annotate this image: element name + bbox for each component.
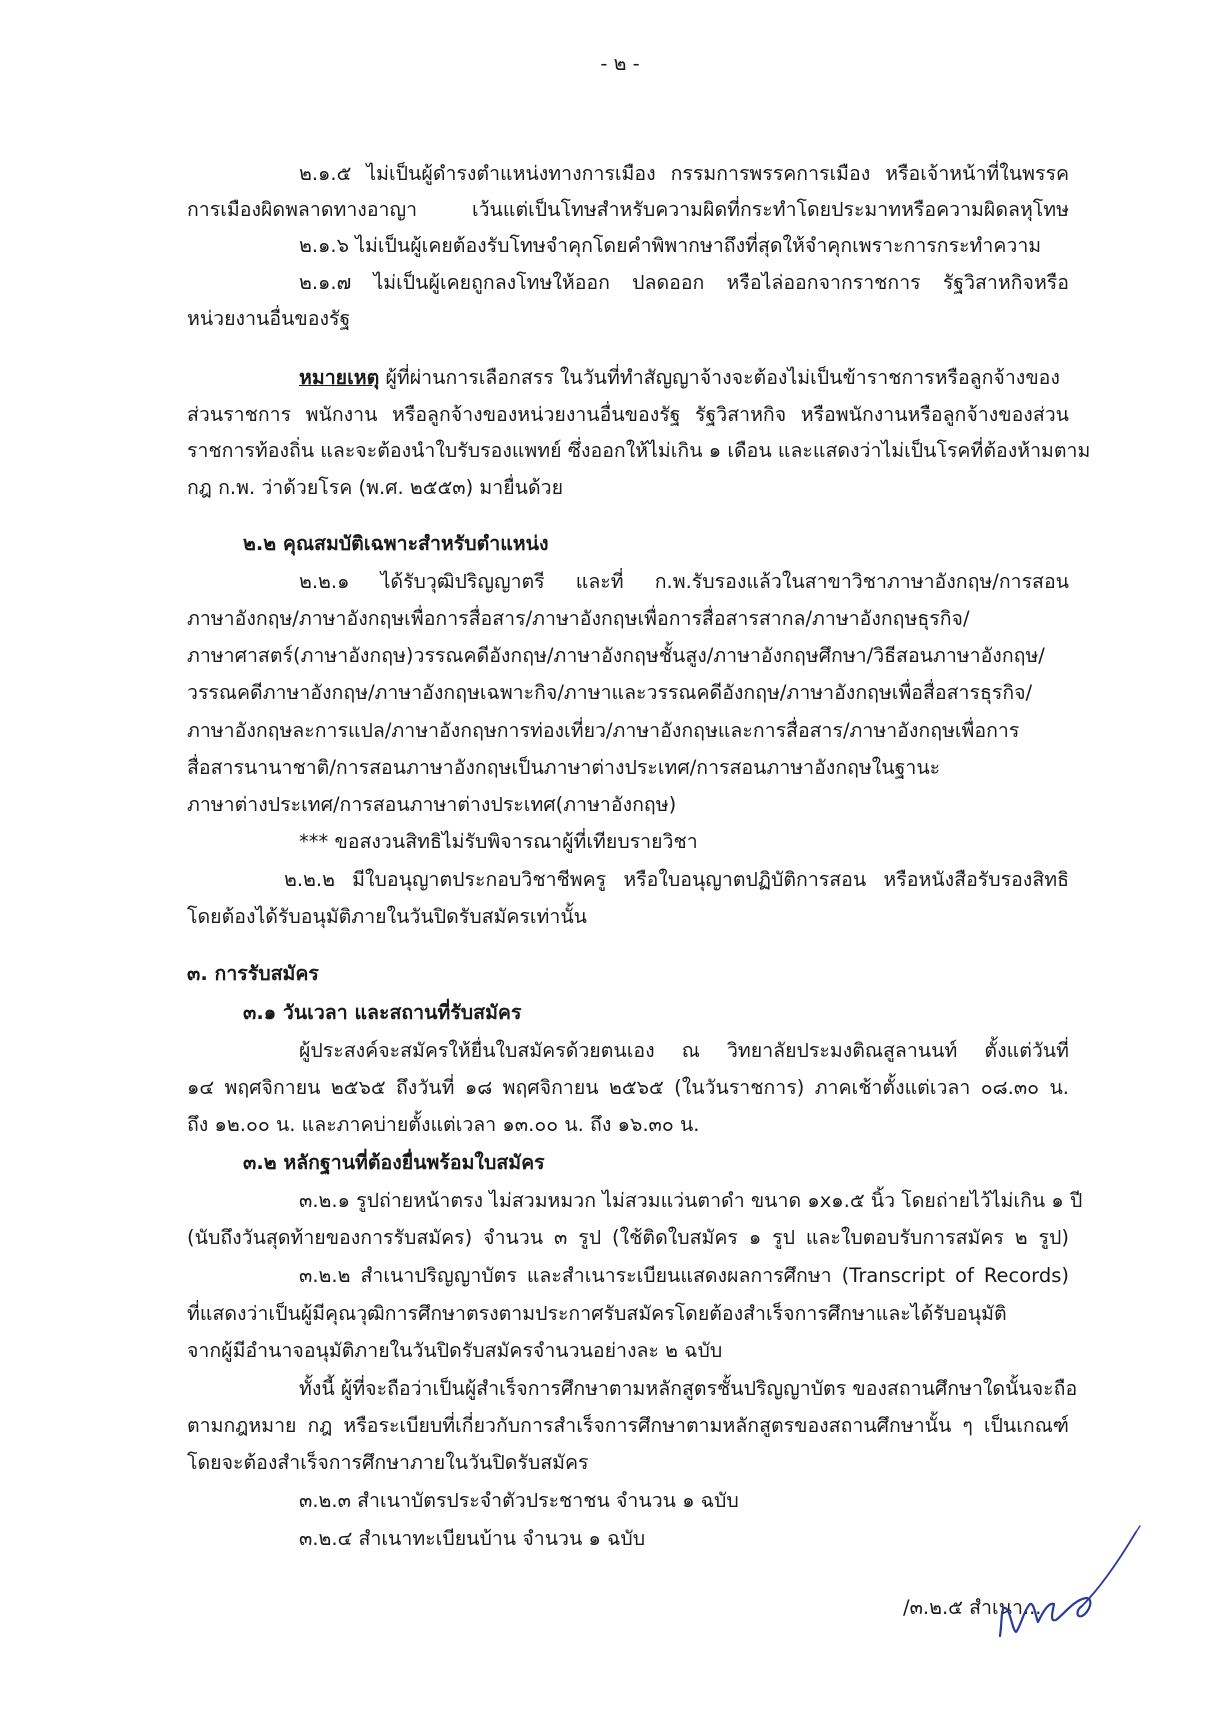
text-line: ๒.๒.๒ มีใบอนุญาตประกอบวิชาชีพครู หรือใบอนุญาตปฏิบัติการสอน หรือหนังสือรับรองสิทธิ bbox=[284, 868, 1069, 891]
text-line: โดยจะต้องสำเร็จการศึกษาภายในวันปิดรับสมัคร bbox=[187, 1451, 589, 1474]
text-line: (นับถึงวันสุดท้ายของการรับสมัคร) จำนวน ๓ รูป (ใช้ติดใบสมัคร ๑ รูป และใบตอบรับการสมัคร ๒ รูป) bbox=[187, 1226, 1069, 1249]
text-line: ภาษาศาสตร์(ภาษาอังกฤษ)วรรณคดีอังกฤษ/ภาษาอังกฤษชั้นสูง/ภาษาอังกฤษศึกษา/วิธีสอนภาษาอังกฤษ/ bbox=[187, 644, 1045, 667]
text-line: ๓.๒.๓ สำเนาบัตรประจำตัวประชาชน จำนวน ๑ ฉบับ bbox=[299, 1489, 739, 1512]
note-paragraph-first-line bbox=[299, 366, 1069, 390]
section-heading-3-2: ๓.๒ หลักฐานที่ต้องยื่นพร้อมใบสมัคร bbox=[243, 1151, 545, 1174]
text-line: ๓.๒.๒ สำเนาปริญญาบัตร และสำเนาระเบียนแสดงผลการศึกษา (Transcript of Records) bbox=[299, 1264, 1069, 1287]
note-label: หมายเหตุ bbox=[299, 366, 380, 389]
text-line: ๓.๒.๔ สำเนาทะเบียนบ้าน จำนวน ๑ ฉบับ bbox=[299, 1527, 646, 1550]
text-line: ๒.๑.๕ ไม่เป็นผู้ดำรงตำแหน่งทางการเมือง กรรมการพรรคการเมือง หรือเจ้าหน้าที่ในพรรค bbox=[299, 162, 1069, 185]
note-text: ผู้ที่ผ่านการเลือกสรร ในวันที่ทำสัญญาจ้างจะต้องไม่เป็นข้าราชการหรือลูกจ้างของ bbox=[379, 366, 1060, 389]
continuation-marker: /๓.๒.๕ สำเนา... bbox=[903, 1596, 1042, 1619]
text-line: *** ขอสงวนสิทธิไม่รับพิจารณาผู้ที่เทียบรายวิชา bbox=[299, 830, 698, 853]
text-line: จากผู้มีอำนาจอนุมัติภายในวันปิดรับสมัครจำนวนอย่างละ ๒ ฉบับ bbox=[187, 1339, 723, 1362]
text-line: ราชการท้องถิ่น และจะต้องนำใบรับรองแพทย์ ซึ่งออกให้ไม่เกิน ๑ เดือน และแสดงว่าไม่เป็นโรคที่ต้องห้ามตาม bbox=[187, 439, 1091, 462]
section-heading-3: ๓. การรับสมัคร bbox=[187, 962, 319, 985]
text-line: ๓.๒.๑ รูปถ่ายหน้าตรง ไม่สวมหมวก ไม่สวมแว่นตาดำ ขนาด ๑x๑.๕ นิ้ว โดยถ่ายไว้ไม่เกิน ๑ ปี bbox=[299, 1189, 1083, 1212]
text-line: ภาษาต่างประเทศ/การสอนภาษาต่างประเทศ(ภาษาอังกฤษ) bbox=[187, 793, 677, 816]
text-line: ส่วนราชการ พนักงาน หรือลูกจ้างของหน่วยงานอื่นของรัฐ รัฐวิสาหกิจ หรือพนักงานหรือลูกจ้างของส่วน bbox=[187, 403, 1069, 426]
text-line: สื่อสารนานาชาติ/การสอนภาษาอังกฤษเป็นภาษาต่างประเทศ/การสอนภาษาอังกฤษในฐานะ bbox=[187, 756, 941, 779]
text-line: ทั้งนี้ ผู้ที่จะถือว่าเป็นผู้สำเร็จการศึกษาตามหลักสูตรชั้นปริญญาบัตร ของสถานศึกษาใดนั้นจะถือ bbox=[299, 1377, 1078, 1400]
text-line: ผู้ประสงค์จะสมัครให้ยื่นใบสมัครด้วยตนเอง ณ วิทยาลัยประมงติณสูลานนท์ ตั้งแต่วันที่ bbox=[299, 1039, 1069, 1062]
signature-mark bbox=[990, 1518, 1160, 1648]
text-line: ภาษาอังกฤษละการแปล/ภาษาอังกฤษการท่องเที่ยว/ภาษาอังกฤษและการสื่อสาร/ภาษาอังกฤษเพื่อการ bbox=[187, 719, 1020, 742]
text-line: ๑๔ พฤศจิกายน ๒๕๖๕ ถึงวันที่ ๑๘ พฤศจิกายน ๒๕๖๕ (ในวันราชการ) ภาคเช้าตั้งแต่เวลา ๐๘.๓๐ น. bbox=[187, 1076, 1069, 1099]
text-line: กฎ ก.พ. ว่าด้วยโรค (พ.ศ. ๒๕๕๓) มายื่นด้วย bbox=[187, 476, 564, 499]
text-line: ภาษาอังกฤษ/ภาษาอังกฤษเพื่อการสื่อสาร/ภาษาอังกฤษเพื่อการสื่อสารสากล/ภาษาอังกฤษธุรกิจ/ bbox=[187, 607, 970, 630]
text-line: ตามกฎหมาย กฎ หรือระเบียบที่เกี่ยวกับการสำเร็จการศึกษาตามหลักสูตรของสถานศึกษานั้น ๆ เป็นเกณฑ์ bbox=[187, 1414, 1069, 1437]
section-heading-2-2: ๒.๒ คุณสมบัติเฉพาะสำหรับตำแหน่ง bbox=[243, 532, 549, 555]
text-line: หน่วยงานอื่นของรัฐ bbox=[187, 307, 351, 330]
text-line: วรรณคดีภาษาอังกฤษ/ภาษาอังกฤษเฉพาะกิจ/ภาษาและวรรณคดีอังกฤษ/ภาษาอังกฤษเพื่อสื่อสารธุรกิจ/ bbox=[187, 681, 1033, 704]
text-line: โดยต้องได้รับอนุมัติภายในวันปิดรับสมัครเท่านั้น bbox=[187, 905, 587, 928]
text-line: ถึง ๑๒.๐๐ น. และภาคบ่ายตั้งแต่เวลา ๑๓.๐๐ น. ถึง ๑๖.๓๐ น. bbox=[187, 1113, 700, 1136]
text-line: การเมืองผิดพลาดทางอาญา เว้นแต่เป็นโทษสำหรับความผิดที่กระทำโดยประมาทหรือความผิดลหุโทษ bbox=[187, 198, 1069, 221]
text-line: ๒.๑.๗ ไม่เป็นผู้เคยถูกลงโทษให้ออก ปลดออก หรือไล่ออกจากราชการ รัฐวิสาหกิจหรือ bbox=[299, 271, 1069, 294]
section-heading-3-1: ๓.๑ วันเวลา และสถานที่รับสมัคร bbox=[243, 1001, 522, 1024]
text-line: ๒.๒.๑ ได้รับวุฒิปริญญาตรี และที่ ก.พ.รับรองแล้วในสาขาวิชาภาษาอังกฤษ/การสอน bbox=[299, 570, 1069, 593]
page-number: - ๒ - bbox=[600, 52, 640, 75]
text-line: ที่แสดงว่าเป็นผู้มีคุณวุฒิการศึกษาตรงตามประกาศรับสมัครโดยต้องสำเร็จการศึกษาและได้รับอนุมัติ bbox=[187, 1302, 1007, 1325]
text-line: ๒.๑.๖ ไม่เป็นผู้เคยต้องรับโทษจำคุกโดยคำพิพากษาถึงที่สุดให้จำคุกเพราะการกระทำความ bbox=[299, 234, 1042, 257]
